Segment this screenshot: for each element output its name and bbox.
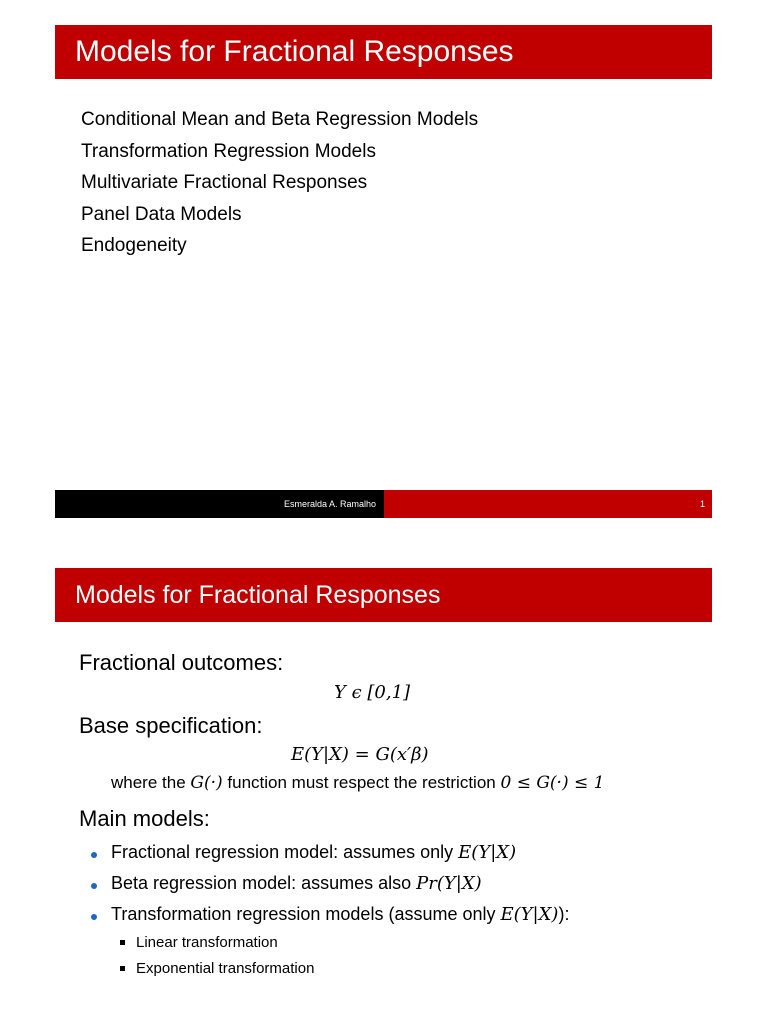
restriction-note [111, 773, 604, 793]
model-math: E(Y|X) [500, 904, 559, 925]
topic-item: Conditional Mean and Beta Regression Models [81, 109, 479, 130]
square-bullet-icon [120, 966, 125, 971]
model-math: Pr(Y|X) [416, 873, 482, 894]
slide1-title: Models for Fractional Responses [55, 25, 712, 79]
restriction-function: G(·) [190, 773, 223, 793]
fractional-outcomes-heading: Fractional outcomes: [79, 650, 284, 675]
bullet-dot-icon [91, 914, 97, 920]
slide2-title: Models for Fractional Responses [55, 568, 712, 622]
transformation-bullet [120, 960, 314, 977]
transformation-text: Linear transformation [136, 934, 278, 951]
topic-item: Multivariate Fractional Responses [81, 172, 368, 193]
model-bullet [91, 873, 482, 894]
model-text: Beta regression model: assumes also [111, 873, 412, 893]
model-suffix: ): [558, 904, 570, 924]
model-bullet [91, 842, 516, 863]
base-spec-heading: Base specification: [79, 713, 263, 738]
bullet-dot-icon [91, 883, 97, 889]
topic-item: Panel Data Models [81, 203, 242, 225]
transformation-bullet [120, 934, 278, 951]
model-math: E(Y|X) [458, 842, 517, 863]
topic-item: Transformation Regression Models [81, 140, 376, 162]
footer-author: Esmeralda A. Ramalho [55, 490, 384, 518]
topic-item: Endogeneity [81, 235, 187, 256]
transformation-text: Exponential transformation [136, 960, 315, 977]
model-text: Fractional regression model: assumes only [111, 842, 454, 862]
topic-list [81, 106, 478, 264]
bullet-dot-icon [91, 852, 97, 858]
slide1-footer [55, 490, 712, 518]
main-models-heading: Main models: [79, 806, 210, 831]
footer-page-number: 1 [384, 490, 712, 518]
square-bullet-icon [120, 940, 125, 945]
restriction-mid: function must respect the restriction [227, 773, 496, 792]
base-spec-equation: E(Y|X) = G(x′β) [291, 744, 429, 765]
restriction-equation: 0 ≤ G(·) ≤ 1 [500, 773, 605, 793]
fractional-outcomes-equation: Y ϵ [0,1] [334, 682, 411, 703]
model-bullet [91, 904, 569, 925]
model-text: Transformation regression models (assume only [111, 904, 496, 924]
restriction-pre: where the [111, 773, 186, 792]
